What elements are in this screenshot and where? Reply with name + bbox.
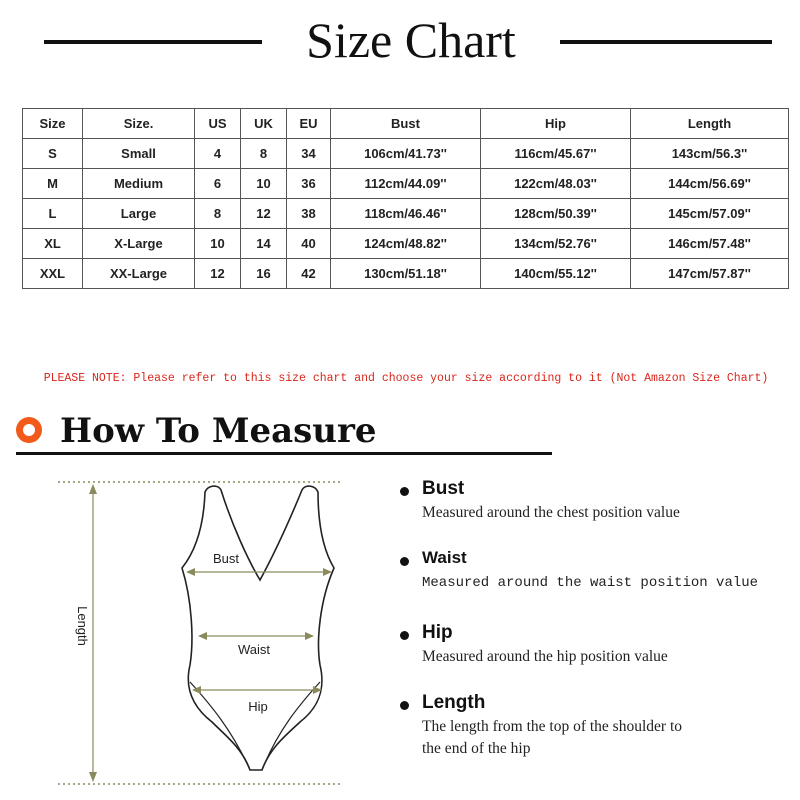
col-header-size: Size bbox=[23, 109, 83, 139]
cell-us: 6 bbox=[195, 169, 241, 199]
diagram-label-waist: Waist bbox=[237, 642, 271, 657]
swimsuit-outline bbox=[182, 486, 334, 770]
size-table bbox=[22, 108, 789, 289]
measure-desc-hip: Measured around the hip position value bbox=[422, 648, 668, 665]
diagram-label-bust: Bust bbox=[212, 551, 240, 566]
bullet-icon bbox=[400, 701, 409, 710]
cell-hip: 122cm/48.03'' bbox=[481, 169, 631, 199]
cell-length: 147cm/57.87'' bbox=[631, 259, 789, 289]
page-title: Size Chart bbox=[306, 12, 516, 68]
length-arrow-head-bottom bbox=[89, 772, 97, 782]
cell-size-name: Small bbox=[83, 139, 195, 169]
cell-bust: 118cm/46.46'' bbox=[331, 199, 481, 229]
cell-length: 143cm/56.3'' bbox=[631, 139, 789, 169]
cell-bust: 124cm/48.82'' bbox=[331, 229, 481, 259]
cell-hip: 140cm/55.12'' bbox=[481, 259, 631, 289]
cell-size-name: X-Large bbox=[83, 229, 195, 259]
cell-uk: 12 bbox=[241, 199, 287, 229]
col-header-length: Length bbox=[631, 109, 789, 139]
col-header-bust: Bust bbox=[331, 109, 481, 139]
cell-us: 4 bbox=[195, 139, 241, 169]
heading-underline bbox=[16, 452, 552, 455]
col-header-us: US bbox=[195, 109, 241, 139]
measure-desc-length-line2: the end of the hip bbox=[422, 740, 531, 757]
table-row bbox=[23, 169, 789, 199]
cell-length: 145cm/57.09'' bbox=[631, 199, 789, 229]
measure-desc-length bbox=[422, 716, 792, 760]
measure-desc-bust: Measured around the chest position value bbox=[422, 504, 680, 521]
cell-eu: 34 bbox=[287, 139, 331, 169]
cell-eu: 40 bbox=[287, 229, 331, 259]
table-row bbox=[23, 199, 789, 229]
table-row bbox=[23, 259, 789, 289]
col-header-eu: EU bbox=[287, 109, 331, 139]
cell-bust: 112cm/44.09'' bbox=[331, 169, 481, 199]
diagram-label-length: Length bbox=[75, 606, 90, 646]
cell-size-name: Large bbox=[83, 199, 195, 229]
cell-size: XL bbox=[23, 229, 83, 259]
cell-eu: 36 bbox=[287, 169, 331, 199]
cell-bust: 106cm/41.73'' bbox=[331, 139, 481, 169]
measure-desc-length-line1: The length from the top of the shoulder to bbox=[422, 718, 682, 735]
title-rule-left bbox=[44, 40, 262, 44]
cell-eu: 38 bbox=[287, 199, 331, 229]
title-rule-right bbox=[560, 40, 772, 44]
col-header-uk: UK bbox=[241, 109, 287, 139]
measure-desc-waist: Measured around the waist position value bbox=[422, 575, 759, 591]
diagram-label-hip: Hip bbox=[248, 699, 268, 714]
col-header-hip: Hip bbox=[481, 109, 631, 139]
cell-size: L bbox=[23, 199, 83, 229]
cell-uk: 14 bbox=[241, 229, 287, 259]
cell-size: S bbox=[23, 139, 83, 169]
cell-uk: 10 bbox=[241, 169, 287, 199]
size-note: PLEASE NOTE: Please refer to this size chart and choose your size according to it (Not Amazon Size Chart) bbox=[43, 372, 769, 385]
cell-length: 144cm/56.69'' bbox=[631, 169, 789, 199]
measure-title-bust: Bust bbox=[422, 478, 465, 499]
col-header-size-name: Size. bbox=[83, 109, 195, 139]
length-arrow-head-top bbox=[89, 484, 97, 494]
cell-us: 8 bbox=[195, 199, 241, 229]
bullet-icon bbox=[400, 557, 409, 566]
bullet-icon bbox=[400, 631, 409, 640]
cell-size-name: Medium bbox=[83, 169, 195, 199]
measure-title-length: Length bbox=[422, 692, 486, 713]
cell-size: XXL bbox=[23, 259, 83, 289]
cell-uk: 8 bbox=[241, 139, 287, 169]
table-row bbox=[23, 229, 789, 259]
measure-title-hip: Hip bbox=[422, 622, 453, 643]
orange-circle-icon bbox=[16, 417, 42, 443]
cell-size-name: XX-Large bbox=[83, 259, 195, 289]
cell-uk: 16 bbox=[241, 259, 287, 289]
size-chart-header bbox=[0, 0, 800, 80]
table-header-row bbox=[23, 109, 789, 139]
table-row bbox=[23, 139, 789, 169]
cell-hip: 128cm/50.39'' bbox=[481, 199, 631, 229]
cell-us: 12 bbox=[195, 259, 241, 289]
cell-eu: 42 bbox=[287, 259, 331, 289]
cell-bust: 130cm/51.18'' bbox=[331, 259, 481, 289]
cell-us: 10 bbox=[195, 229, 241, 259]
cell-hip: 134cm/52.76'' bbox=[481, 229, 631, 259]
measure-title-waist: Waist bbox=[422, 548, 467, 567]
cell-size: M bbox=[23, 169, 83, 199]
cell-length: 146cm/57.48'' bbox=[631, 229, 789, 259]
how-to-measure-title: How To Measure bbox=[60, 411, 377, 451]
cell-hip: 116cm/45.67'' bbox=[481, 139, 631, 169]
swimsuit-diagram bbox=[0, 460, 360, 800]
bullet-icon bbox=[400, 487, 409, 496]
